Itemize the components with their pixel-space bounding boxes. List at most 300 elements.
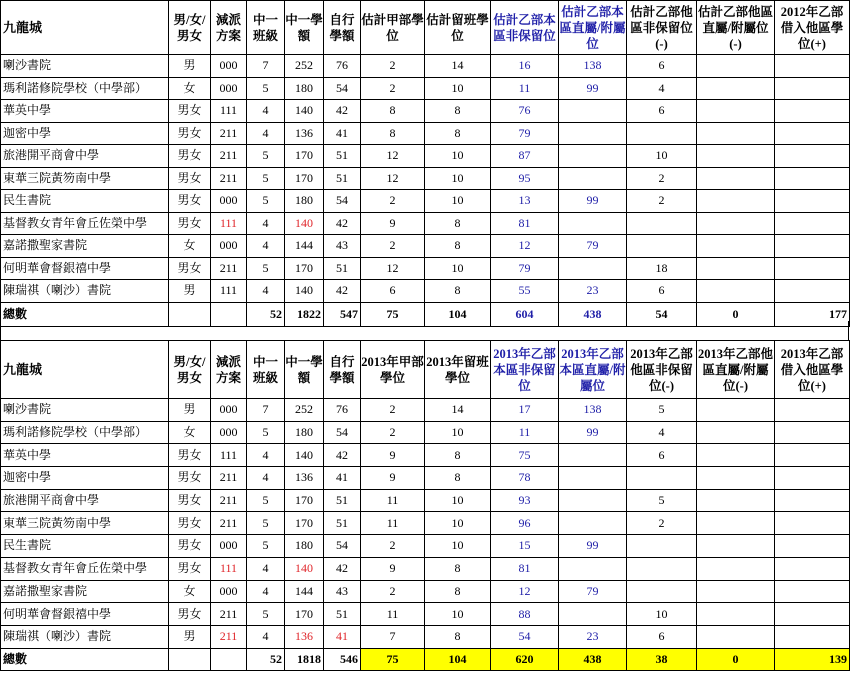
gender-cell: 男 — [169, 625, 211, 648]
b-direct-cell: 138 — [559, 399, 627, 422]
school-name: 喇沙書院 — [1, 399, 169, 422]
places-cell: 170 — [285, 489, 324, 512]
table-row — [1, 580, 850, 603]
b-local-cell: 75 — [491, 444, 559, 467]
repeat-places-cell: 10 — [425, 512, 491, 535]
total-label: 總數 — [1, 648, 169, 670]
b-other-direct-cell — [697, 580, 775, 603]
table-row — [1, 444, 850, 467]
school-name: 基督教女青年會丘佐榮中學 — [1, 557, 169, 580]
total-self: 546 — [324, 648, 361, 670]
classes-cell: 5 — [247, 167, 285, 190]
borrow-cell — [775, 55, 850, 78]
b-other-direct-cell — [697, 421, 775, 444]
total-self: 547 — [324, 302, 361, 326]
header-gender: 男/女/男女 — [169, 341, 211, 399]
borrow-cell — [775, 235, 850, 258]
b-other-direct-cell — [697, 55, 775, 78]
classes-cell: 5 — [247, 535, 285, 558]
school-name: 瑪利諾修院學校（中學部） — [1, 421, 169, 444]
gender-cell: 女 — [169, 421, 211, 444]
total-repeat: 104 — [425, 648, 491, 670]
header-classes: 中一班級 — [247, 341, 285, 399]
a-places-cell: 12 — [361, 145, 425, 168]
gender-cell: 男 — [169, 55, 211, 78]
places-cell: 136 — [285, 122, 324, 145]
b-other-cell: 6 — [627, 100, 697, 123]
gender-cell: 男女 — [169, 212, 211, 235]
repeat-places-cell: 14 — [425, 55, 491, 78]
b-other-cell: 2 — [627, 190, 697, 213]
plan-cell: 211 — [211, 512, 247, 535]
school-name: 迦密中學 — [1, 122, 169, 145]
header-b-other: 估計乙部他區非保留位(-) — [627, 1, 697, 55]
table-row — [1, 122, 850, 145]
header-row — [1, 1, 850, 55]
borrow-cell — [775, 535, 850, 558]
total-b-other: 38 — [627, 648, 697, 670]
plan-cell: 111 — [211, 444, 247, 467]
plan-cell: 000 — [211, 580, 247, 603]
borrow-cell — [775, 421, 850, 444]
table-row — [1, 280, 850, 303]
school-name: 陳瑞祺（喇沙）書院 — [1, 280, 169, 303]
b-direct-cell — [559, 512, 627, 535]
b-other-direct-cell — [697, 535, 775, 558]
b-direct-cell: 79 — [559, 580, 627, 603]
b-other-direct-cell — [697, 257, 775, 280]
school-name: 瑪利諾修院學校（中學部） — [1, 77, 169, 100]
repeat-places-cell: 10 — [425, 167, 491, 190]
b-other-cell: 6 — [627, 280, 697, 303]
gender-cell: 男女 — [169, 557, 211, 580]
total-b-other-direct: 0 — [697, 302, 775, 326]
school-name: 東華三院黃笏南中學 — [1, 167, 169, 190]
self-places-cell: 41 — [324, 625, 361, 648]
header-b-other-direct: 估計乙部他區直屬/附屬位(-) — [697, 1, 775, 55]
table-row — [1, 603, 850, 626]
repeat-places-cell: 14 — [425, 399, 491, 422]
header-borrow: 2012年乙部借入他區學位(+) — [775, 1, 850, 55]
self-places-cell: 51 — [324, 257, 361, 280]
plan-cell: 211 — [211, 145, 247, 168]
self-places-cell: 76 — [324, 55, 361, 78]
classes-cell: 4 — [247, 625, 285, 648]
self-places-cell: 51 — [324, 167, 361, 190]
places-cell: 170 — [285, 603, 324, 626]
places-cell: 170 — [285, 257, 324, 280]
b-local-cell: 13 — [491, 190, 559, 213]
classes-cell: 5 — [247, 512, 285, 535]
table-row — [1, 625, 850, 648]
header-places: 中一學額 — [285, 341, 324, 399]
b-other-cell: 10 — [627, 603, 697, 626]
table-row — [1, 467, 850, 490]
repeat-places-cell: 8 — [425, 100, 491, 123]
self-places-cell: 51 — [324, 512, 361, 535]
b-other-direct-cell — [697, 235, 775, 258]
total-b-direct: 438 — [559, 302, 627, 326]
b-local-cell: 79 — [491, 257, 559, 280]
header-plan: 減派方案 — [211, 341, 247, 399]
repeat-places-cell: 8 — [425, 280, 491, 303]
b-local-cell: 17 — [491, 399, 559, 422]
a-places-cell: 11 — [361, 512, 425, 535]
school-name: 旅港開平商會中學 — [1, 489, 169, 512]
b-direct-cell: 99 — [559, 190, 627, 213]
b-other-direct-cell — [697, 399, 775, 422]
a-places-cell: 12 — [361, 257, 425, 280]
repeat-places-cell: 8 — [425, 212, 491, 235]
a-places-cell: 11 — [361, 603, 425, 626]
b-local-cell: 11 — [491, 77, 559, 100]
b-other-cell: 4 — [627, 421, 697, 444]
table-row — [1, 235, 850, 258]
plan-cell: 211 — [211, 625, 247, 648]
table-row — [1, 190, 850, 213]
self-places-cell: 42 — [324, 280, 361, 303]
b-other-direct-cell — [697, 467, 775, 490]
b-other-direct-cell — [697, 190, 775, 213]
borrow-cell — [775, 212, 850, 235]
total-b-other: 54 — [627, 302, 697, 326]
self-places-cell: 41 — [324, 122, 361, 145]
classes-cell: 4 — [247, 122, 285, 145]
gender-cell: 男女 — [169, 467, 211, 490]
repeat-places-cell: 8 — [425, 235, 491, 258]
b-direct-cell: 99 — [559, 77, 627, 100]
classes-cell: 5 — [247, 603, 285, 626]
self-places-cell: 54 — [324, 421, 361, 444]
plan-cell: 000 — [211, 77, 247, 100]
school-name: 華英中學 — [1, 100, 169, 123]
borrow-cell — [775, 280, 850, 303]
b-direct-cell — [559, 122, 627, 145]
school-name: 嘉諾撒聖家書院 — [1, 580, 169, 603]
b-local-cell: 15 — [491, 535, 559, 558]
gender-cell: 男女 — [169, 190, 211, 213]
total-classes: 52 — [247, 648, 285, 670]
b-other-direct-cell — [697, 489, 775, 512]
a-places-cell: 2 — [361, 77, 425, 100]
plan-cell: 111 — [211, 557, 247, 580]
b-other-direct-cell — [697, 212, 775, 235]
b-direct-cell: 99 — [559, 421, 627, 444]
classes-cell: 4 — [247, 557, 285, 580]
b-local-cell: 95 — [491, 167, 559, 190]
gender-cell: 男 — [169, 399, 211, 422]
plan-cell: 000 — [211, 421, 247, 444]
classes-cell: 4 — [247, 100, 285, 123]
total-classes: 52 — [247, 302, 285, 326]
classes-cell: 4 — [247, 580, 285, 603]
b-other-direct-cell — [697, 167, 775, 190]
school-name: 基督教女青年會丘佐榮中學 — [1, 212, 169, 235]
repeat-places-cell: 10 — [425, 535, 491, 558]
b-local-cell: 12 — [491, 235, 559, 258]
b-local-cell: 81 — [491, 212, 559, 235]
borrow-cell — [775, 444, 850, 467]
b-other-cell: 6 — [627, 625, 697, 648]
b-other-cell: 6 — [627, 444, 697, 467]
header-a: 2013年甲部學位 — [361, 341, 425, 399]
b-local-cell: 55 — [491, 280, 559, 303]
borrow-cell — [775, 467, 850, 490]
repeat-places-cell: 8 — [425, 122, 491, 145]
header-b-direct: 2013年乙部本區直屬/附屬位 — [559, 341, 627, 399]
plan-cell: 111 — [211, 280, 247, 303]
b-local-cell: 87 — [491, 145, 559, 168]
places-cell: 252 — [285, 55, 324, 78]
places-cell: 144 — [285, 580, 324, 603]
school-name: 何明華會督銀禧中學 — [1, 603, 169, 626]
table-row — [1, 77, 850, 100]
b-local-cell: 93 — [491, 489, 559, 512]
school-name: 喇沙書院 — [1, 55, 169, 78]
total-row — [1, 648, 850, 670]
classes-cell: 5 — [247, 421, 285, 444]
header-repeat: 估計留班學位 — [425, 1, 491, 55]
borrow-cell — [775, 100, 850, 123]
self-places-cell: 51 — [324, 145, 361, 168]
self-places-cell: 76 — [324, 399, 361, 422]
plan-cell: 000 — [211, 55, 247, 78]
b-other-cell: 2 — [627, 167, 697, 190]
a-places-cell: 2 — [361, 55, 425, 78]
table-row — [1, 489, 850, 512]
b-direct-cell — [559, 489, 627, 512]
places-cell: 180 — [285, 535, 324, 558]
header-b-local: 估計乙部本區非保留位 — [491, 1, 559, 55]
self-places-cell: 43 — [324, 580, 361, 603]
b-direct-cell: 23 — [559, 280, 627, 303]
school-name: 民生書院 — [1, 535, 169, 558]
b-local-cell: 12 — [491, 580, 559, 603]
borrow-cell — [775, 489, 850, 512]
b-other-direct-cell — [697, 77, 775, 100]
plan-cell: 111 — [211, 212, 247, 235]
plan-cell: 111 — [211, 100, 247, 123]
school-name: 迦密中學 — [1, 467, 169, 490]
header-classes: 中一班級 — [247, 1, 285, 55]
plan-cell: 211 — [211, 489, 247, 512]
self-places-cell: 42 — [324, 444, 361, 467]
header-places: 中一學額 — [285, 1, 324, 55]
header-b-direct: 估計乙部本區直屬/附屬位 — [559, 1, 627, 55]
repeat-places-cell: 10 — [425, 421, 491, 444]
places-cell: 170 — [285, 145, 324, 168]
total-borrow: 177 — [775, 302, 850, 326]
b-direct-cell — [559, 100, 627, 123]
places-cell: 170 — [285, 512, 324, 535]
b-direct-cell — [559, 167, 627, 190]
self-places-cell: 54 — [324, 77, 361, 100]
borrow-cell — [775, 625, 850, 648]
places-cell: 140 — [285, 557, 324, 580]
gender-cell: 男女 — [169, 145, 211, 168]
header-b-local: 2013年乙部本區非保留位 — [491, 341, 559, 399]
table-second — [0, 340, 850, 671]
a-places-cell: 2 — [361, 190, 425, 213]
repeat-places-cell: 10 — [425, 603, 491, 626]
classes-cell: 5 — [247, 77, 285, 100]
b-local-cell: 16 — [491, 55, 559, 78]
header-plan: 減派方案 — [211, 1, 247, 55]
b-direct-cell — [559, 557, 627, 580]
b-local-cell: 88 — [491, 603, 559, 626]
a-places-cell: 9 — [361, 557, 425, 580]
plan-cell: 211 — [211, 467, 247, 490]
b-local-cell: 54 — [491, 625, 559, 648]
total-b-other-direct: 0 — [697, 648, 775, 670]
classes-cell: 4 — [247, 444, 285, 467]
self-places-cell: 42 — [324, 212, 361, 235]
gender-cell: 男女 — [169, 167, 211, 190]
borrow-cell — [775, 603, 850, 626]
b-other-cell — [627, 535, 697, 558]
gender-cell: 男女 — [169, 100, 211, 123]
total-b-local: 604 — [491, 302, 559, 326]
places-cell: 180 — [285, 77, 324, 100]
school-name: 陳瑞祺（喇沙）書院 — [1, 625, 169, 648]
b-other-cell: 10 — [627, 145, 697, 168]
places-cell: 140 — [285, 100, 324, 123]
places-cell: 252 — [285, 399, 324, 422]
a-places-cell: 2 — [361, 399, 425, 422]
borrow-cell — [775, 77, 850, 100]
a-places-cell: 11 — [361, 489, 425, 512]
borrow-cell — [775, 145, 850, 168]
header-a: 估計甲部學位 — [361, 1, 425, 55]
borrow-cell — [775, 190, 850, 213]
a-places-cell: 2 — [361, 421, 425, 444]
header-borrow: 2013年乙部借入他區學位(+) — [775, 341, 850, 399]
b-other-direct-cell — [697, 122, 775, 145]
gender-cell: 女 — [169, 77, 211, 100]
borrow-cell — [775, 122, 850, 145]
a-places-cell: 8 — [361, 122, 425, 145]
repeat-places-cell: 8 — [425, 580, 491, 603]
a-places-cell: 12 — [361, 167, 425, 190]
gender-cell: 男女 — [169, 122, 211, 145]
table-row — [1, 212, 850, 235]
b-direct-cell — [559, 603, 627, 626]
spacer-row — [0, 321, 849, 341]
borrow-cell — [775, 512, 850, 535]
borrow-cell — [775, 557, 850, 580]
a-places-cell: 7 — [361, 625, 425, 648]
region-label: 九龍城 — [1, 1, 169, 55]
gender-cell: 男女 — [169, 512, 211, 535]
header-self: 自行學額 — [324, 1, 361, 55]
table-row — [1, 421, 850, 444]
school-name: 民生書院 — [1, 190, 169, 213]
places-cell: 140 — [285, 444, 324, 467]
school-name: 嘉諾撒聖家書院 — [1, 235, 169, 258]
b-direct-cell: 99 — [559, 535, 627, 558]
repeat-places-cell: 8 — [425, 467, 491, 490]
total-a: 75 — [361, 648, 425, 670]
self-places-cell: 54 — [324, 190, 361, 213]
b-other-direct-cell — [697, 280, 775, 303]
b-direct-cell — [559, 212, 627, 235]
classes-cell: 7 — [247, 55, 285, 78]
places-cell: 136 — [285, 467, 324, 490]
plan-cell: 000 — [211, 535, 247, 558]
b-other-cell: 4 — [627, 77, 697, 100]
repeat-places-cell: 8 — [425, 444, 491, 467]
b-direct-cell: 79 — [559, 235, 627, 258]
b-other-cell — [627, 235, 697, 258]
plan-cell: 211 — [211, 257, 247, 280]
b-other-cell: 18 — [627, 257, 697, 280]
b-local-cell: 96 — [491, 512, 559, 535]
b-other-direct-cell — [697, 512, 775, 535]
table-row — [1, 55, 850, 78]
header-b-other: 2013年乙部他區非保留位(-) — [627, 341, 697, 399]
repeat-places-cell: 10 — [425, 190, 491, 213]
gender-cell: 男女 — [169, 257, 211, 280]
gender-cell: 男女 — [169, 603, 211, 626]
b-local-cell: 11 — [491, 421, 559, 444]
b-other-cell — [627, 212, 697, 235]
total-repeat: 104 — [425, 302, 491, 326]
total-places: 1822 — [285, 302, 324, 326]
self-places-cell: 51 — [324, 603, 361, 626]
repeat-places-cell: 10 — [425, 145, 491, 168]
school-name: 旅港開平商會中學 — [1, 145, 169, 168]
b-other-cell — [627, 580, 697, 603]
places-cell: 144 — [285, 235, 324, 258]
a-places-cell: 8 — [361, 100, 425, 123]
plan-cell: 000 — [211, 399, 247, 422]
a-places-cell: 2 — [361, 235, 425, 258]
plan-cell: 000 — [211, 190, 247, 213]
header-row — [1, 341, 850, 399]
borrow-cell — [775, 257, 850, 280]
self-places-cell: 42 — [324, 557, 361, 580]
b-direct-cell — [559, 467, 627, 490]
header-gender: 男/女/男女 — [169, 1, 211, 55]
classes-cell: 4 — [247, 280, 285, 303]
b-other-cell: 5 — [627, 489, 697, 512]
header-repeat: 2013年留班學位 — [425, 341, 491, 399]
b-other-cell: 6 — [627, 55, 697, 78]
repeat-places-cell: 10 — [425, 257, 491, 280]
gender-cell: 女 — [169, 580, 211, 603]
self-places-cell: 42 — [324, 100, 361, 123]
a-places-cell: 9 — [361, 444, 425, 467]
b-other-cell: 5 — [627, 399, 697, 422]
table-row — [1, 557, 850, 580]
a-places-cell: 6 — [361, 280, 425, 303]
table-row — [1, 399, 850, 422]
borrow-cell — [775, 580, 850, 603]
table-row — [1, 167, 850, 190]
gender-cell: 女 — [169, 235, 211, 258]
b-local-cell: 78 — [491, 467, 559, 490]
repeat-places-cell: 10 — [425, 77, 491, 100]
classes-cell: 5 — [247, 489, 285, 512]
school-name: 何明華會督銀禧中學 — [1, 257, 169, 280]
classes-cell: 4 — [247, 212, 285, 235]
classes-cell: 4 — [247, 235, 285, 258]
places-cell: 180 — [285, 190, 324, 213]
b-direct-cell — [559, 145, 627, 168]
gender-cell: 男女 — [169, 535, 211, 558]
total-borrow: 139 — [775, 648, 850, 670]
borrow-cell — [775, 399, 850, 422]
